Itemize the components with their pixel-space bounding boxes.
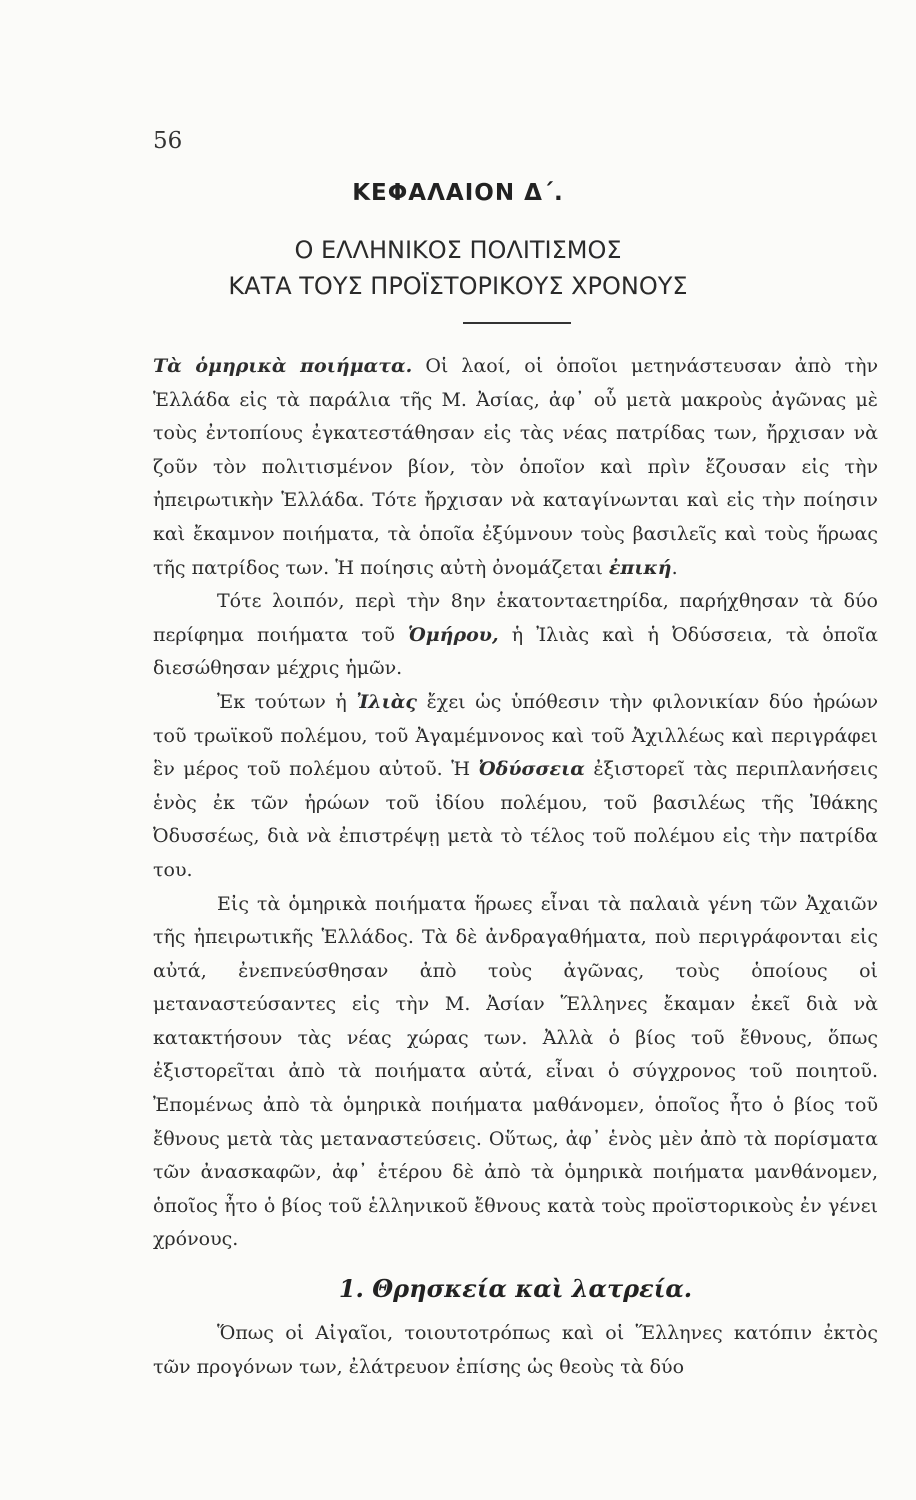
paragraph-iliad-odyssey (153, 686, 878, 888)
title-divider (463, 322, 571, 324)
chapter-title-line-2: ΚΑΤΑ ΤΟΥΣ ΠΡΟΪΣΤΟΡΙΚΟΥΣ ΧΡΟΝΟΥΣ (228, 272, 688, 300)
section-heading: 1. Θρησκεία καὶ λατρεία. (338, 1274, 693, 1304)
body-text (153, 350, 878, 1384)
paragraph-homeric-poems (153, 350, 878, 585)
paragraph-text: ἔχει ὡς ὑπόθεσιν τὴν φιλονικίαν δύο ἡρώων τοῦ τρωϊκοῦ πολέμου, τοῦ Ἀγαμέμνονος καὶ τοῦ Ἀχιλλέως καὶ περιγράφει ἓν μέρος τοῦ πολέμου αὐτοῦ. Ἡ (153, 690, 879, 781)
paragraph-heroes: Εἰς τὰ ὁμηρικὰ ποιήματα ἥρωες εἶναι τὰ παλαιὰ γένη τῶν Ἀχαιῶν τῆς ἠπειρωτικῆς Ἑλλάδος. Τὰ δὲ ἀνδραγαθήματα, ποὺ περιγράφονται εἰς αὐτά, ἐνεπνεύσθησαν ἀπὸ τοὺς ἀγῶνας, τοὺς ὁποίους οἱ μεταναστεύσαντες εἰς τὴν Μ. Ἀσίαν Ἕλληνες ἔκαμαν ἐκεῖ διὰ νὰ κατακτήσουν τὰς νέας χώρας των. Ἀλλὰ ὁ βίος τοῦ ἔθνους, ὅπως ἐξιστορεῖται ἀπὸ τὰ ποιήματα αὐτά, εἶναι ὁ σύγχρονος τοῦ ποιητοῦ. Ἐπομένως ἀπὸ τὰ ὁμηρικὰ ποιήματα μαθάνομεν, ὁποῖος ἦτο ὁ βίος τοῦ ἔθνους μετὰ τὰς μεταναστεύσεις. Οὕτως, ἀφ᾽ ἑνὸς μὲν ἀπὸ τὰ πορίσματα τῶν ἀνασκαφῶν, ἀφ᾽ ἑτέρου δὲ ἀπὸ τὰ ὁμηρικὰ ποιήματα μανθάνομεν, ὁποῖος ἦτο ὁ βίος τοῦ ἑλληνικοῦ ἔθνους κατὰ τοὺς προϊστορικοὺς ἐν γένει χρόνους. (153, 892, 878, 1251)
paragraph-text: Τότε λοιπόν, περὶ τὴν 8ην ἑκατονταετηρίδα, παρήχθησαν τὰ δύο περίφημα ποιήματα τοῦ (153, 590, 878, 646)
paragraph-religion: Ὅπως οἱ Αἰγαῖοι, τοιουτοτρόπως καὶ οἱ Ἕλληνες κατόπιν ἐκτὸς τῶν προγόνων των, ἐλάτρευον ἐπίσης ὡς θεοὺς τὰ δύο (153, 1322, 878, 1378)
chapter-title (0, 232, 916, 304)
paragraph-text: ἐξιστορεῖ τὰς περιπλανήσεις ἑνὸς ἐκ τῶν ἡρώων τοῦ ἰδίου πολέμου, τοῦ βασιλέως τῆς Ἰθάκης Ὀδυσσέως, διὰ νὰ ἐπιστρέψῃ μετὰ τὸ τέλος τοῦ πολέμου εἰς τὴν πατρίδα του. (153, 758, 878, 881)
chapter-heading: ΚΕΦΑΛΑΙΟΝ Δ΄. (352, 180, 564, 206)
paragraph-text: Οἱ λαοί, οἱ ὁποῖοι μετηνάστευσαν ἀπὸ τὴν Ἑλλάδα εἰς τὰ παράλια τῆς Μ. Ἀσίας, ἀφ᾽ οὗ μετὰ μακροὺς ἀγῶνας μὲ τοὺς ἐντοπίους ἐγκατεστάθησαν εἰς τὰς νέας πατρίδας των, ἤρχισαν νὰ ζοῦν τὸν πολιτισμένον βίον, τὸν ὁποῖον καὶ πρὶν ἔζουσαν εἰς τὴν ἠπειρωτικὴν Ἑλλάδα. Τότε ἤρχισαν νὰ καταγίνωνται καὶ εἰς τὴν ποίησιν καὶ ἔκαμνον ποιήματα, τὰ ὁποῖα ἐξύμνουν τοὺς βασιλεῖς καὶ τοὺς ἥρωας τῆς πατρίδος των. Ἡ ποίησις αὐτὴ ὀνομάζεται (153, 355, 879, 579)
paragraph-text: . (671, 556, 678, 579)
emphasis-term: ἐπική (608, 556, 672, 579)
emphasis-term: Ἰλιὰς (356, 690, 417, 713)
emphasis-term: Ὁμήρου, (408, 623, 499, 646)
page-number: 56 (153, 128, 183, 154)
paragraph-text: Ἐκ τούτων ἡ (217, 690, 357, 713)
chapter-title-line-1: Ο ΕΛΛΗΝΙΚΟΣ ΠΟΛΙΤΙΣΜΟΣ (294, 236, 622, 264)
paragraph-text: ἡ Ἰλιὰς καὶ ἡ Ὀδύσσεια, τὰ ὁποῖα διεσώθησαν μέχρις ἡμῶν. (153, 623, 879, 680)
emphasis-term: Ὀδύσσεια (478, 758, 585, 781)
lead-in-heading: Τὰ ὁμηρικὰ ποιήματα. (153, 355, 413, 377)
paragraph-homer (153, 585, 878, 686)
